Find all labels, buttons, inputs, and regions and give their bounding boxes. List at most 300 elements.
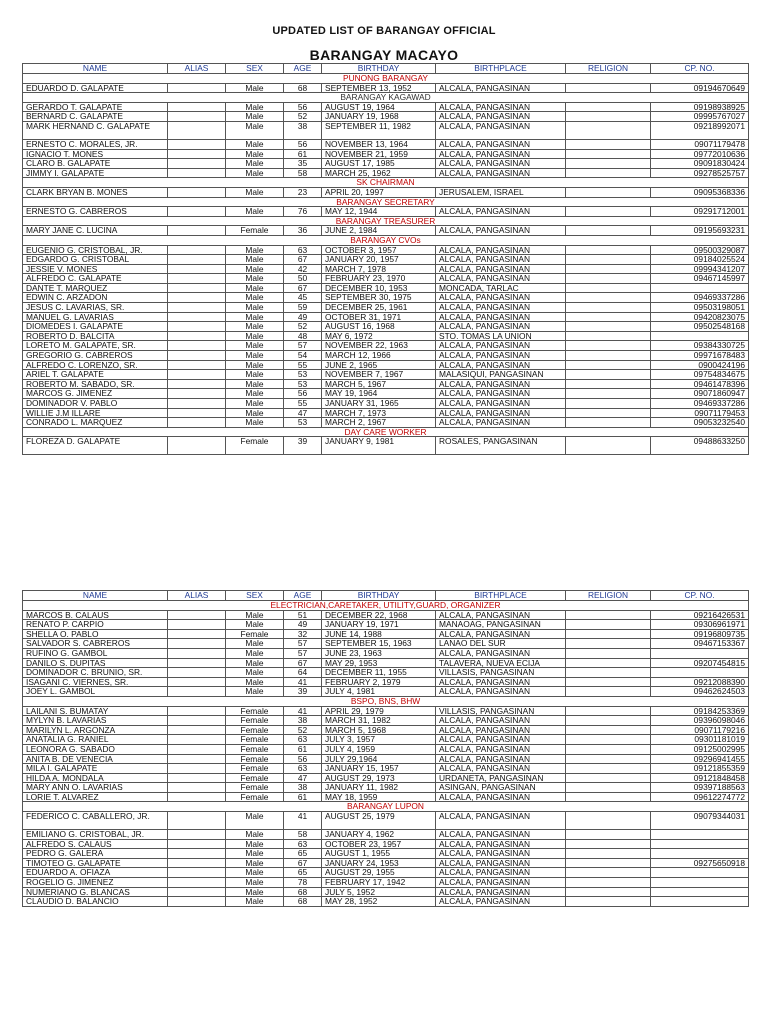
cp-number-cell: 09467153367 [651,639,749,649]
section-row [23,802,749,812]
birthplace-cell: ALCALA, PANGASINAN [436,648,566,658]
age-cell: 38 [284,121,322,139]
religion-cell [566,102,651,112]
birthplace-cell: VILLASIS, PANGASINAN [436,706,566,716]
birthday-cell: MAY 19, 1964 [322,389,436,399]
table-row [23,668,749,678]
table-row [23,706,749,716]
cp-number-cell: 09125002995 [651,744,749,754]
sex-cell: Male [226,293,284,303]
official-name: RUFINO G. GAMBOL [23,648,168,658]
birthplace-cell: ALCALA, PANGASINAN [436,149,566,159]
section-label: BARANGAY TREASURER [23,216,749,226]
table-row [23,878,749,888]
birthplace-cell: STO. TOMAS LA UNION [436,331,566,341]
age-cell: 50 [284,274,322,284]
age-cell: 58 [284,168,322,178]
sex-cell: Female [226,629,284,639]
sex-cell: Male [226,687,284,697]
birthday-cell: MAY 29, 1953 [322,658,436,668]
birthday-cell: MARCH 25, 1962 [322,168,436,178]
alias-cell [168,303,226,313]
birthplace-cell: ALCALA, PANGASINAN [436,610,566,620]
table-row [23,849,749,859]
sex-cell: Male [226,360,284,370]
birthplace-cell: ALCALA, PANGASINAN [436,716,566,726]
religion-cell [566,360,651,370]
religion-cell [566,149,651,159]
table-row [23,783,749,793]
birthplace-cell: ALCALA, PANGASINAN [436,735,566,745]
birthday-cell: AUGUST 29, 1973 [322,773,436,783]
sex-cell: Male [226,887,284,897]
birthplace-cell: ALCALA, PANGASINAN [436,341,566,351]
cp-number-cell: 09071179478 [651,139,749,149]
official-name: CONRADO L. MARQUEZ [23,418,168,428]
official-name: MARILYN L. ARGONZA [23,725,168,735]
officials-table [22,63,749,455]
section-row [23,216,749,226]
religion-cell [566,648,651,658]
cp-number-cell: 09207454815 [651,658,749,668]
cp-number-cell: 09053232540 [651,418,749,428]
alias-cell [168,83,226,93]
cp-number-cell: 09612274772 [651,792,749,802]
alias-cell [168,149,226,159]
birthday-cell: JULY 3, 1957 [322,735,436,745]
table-row [23,149,749,159]
birthday-cell: DECEMBER 22, 1968 [322,610,436,620]
alias-cell [168,255,226,265]
age-cell: 53 [284,379,322,389]
table-row [23,226,749,236]
alias-cell [168,274,226,284]
column-header: BIRTHDAY [322,64,436,74]
cp-number-cell: 09091830424 [651,159,749,169]
age-cell: 58 [284,830,322,840]
alias-cell [168,331,226,341]
birthplace-cell: ALCALA, PANGASINAN [436,168,566,178]
cp-number-cell: 09121848458 [651,773,749,783]
religion-cell [566,303,651,313]
alias-cell [168,812,226,830]
official-name: DANTE T. MARQUEZ [23,283,168,293]
alias-cell [168,322,226,332]
table-row [23,312,749,322]
table-row [23,255,749,265]
age-cell: 67 [284,283,322,293]
birthplace-cell: ALCALA, PANGASINAN [436,725,566,735]
religion-cell [566,168,651,178]
birthplace-cell: ALCALA, PANGASINAN [436,226,566,236]
alias-cell [168,610,226,620]
birthplace-cell: ALCALA, PANGASINAN [436,139,566,149]
cp-number-cell: 09195693231 [651,226,749,236]
column-header: BIRTHPLACE [436,591,566,601]
table-row [23,897,749,907]
age-cell: 76 [284,207,322,217]
age-cell: 53 [284,370,322,380]
table-row [23,331,749,341]
section-label: SK CHAIRMAN [23,178,749,188]
cp-number-cell [651,283,749,293]
cp-number-cell: 09500329087 [651,245,749,255]
official-name: JIMMY I. GALAPATE [23,168,168,178]
alias-cell [168,245,226,255]
age-cell: 52 [284,112,322,122]
age-cell: 49 [284,620,322,630]
alias-cell [168,868,226,878]
table-row [23,399,749,409]
birthday-cell: APRIL 29, 1979 [322,706,436,716]
section-label: PUNONG BARANGAY [23,74,749,84]
alias-cell [168,677,226,687]
sex-cell: Male [226,168,284,178]
barangay-name: BARANGAY MACAYO [309,47,459,63]
alias-cell [168,897,226,907]
table-row [23,764,749,774]
cp-number-cell: 09301181019 [651,735,749,745]
birthplace-cell: ALCALA, PANGASINAN [436,312,566,322]
birthday-cell: JUNE 23, 1963 [322,648,436,658]
sex-cell: Male [226,322,284,332]
table-row [23,83,749,93]
religion-cell [566,331,651,341]
age-cell: 65 [284,849,322,859]
religion-cell [566,687,651,697]
cp-number-cell: 09995767027 [651,112,749,122]
official-name: MARY ANN O. LAVARIAS [23,783,168,793]
table-row [23,389,749,399]
table-row [23,639,749,649]
official-name: MARCOS B. CALAUS [23,610,168,620]
section-label: BSPO, BNS, BHW [23,696,749,706]
alias-cell [168,293,226,303]
birthplace-cell: ALCALA, PANGASINAN [436,677,566,687]
alias-cell [168,408,226,418]
alias-cell [168,773,226,783]
column-header-row [23,591,749,601]
cp-number-cell: 09384330725 [651,341,749,351]
column-header: CP. NO. [651,64,749,74]
official-name: ALFREDO C. GALAPATE [23,274,168,284]
official-name: RENATO P. CARPIO [23,620,168,630]
age-cell: 53 [284,418,322,428]
cp-number-cell: 09278525757 [651,168,749,178]
official-name: GREGORIO G. CABREROS [23,351,168,361]
birthplace-cell: ALCALA, PANGASINAN [436,293,566,303]
table-row [23,121,749,139]
birthday-cell: JANUARY 20, 1957 [322,255,436,265]
cp-number-cell: 09196809735 [651,629,749,639]
religion-cell [566,658,651,668]
religion-cell [566,878,651,888]
sex-cell: Male [226,389,284,399]
table-row [23,168,749,178]
age-cell: 32 [284,629,322,639]
religion-cell [566,839,651,849]
age-cell: 68 [284,887,322,897]
religion-cell [566,887,651,897]
birthday-cell: JUNE 2, 1984 [322,226,436,236]
birthplace-cell: ALCALA, PANGASINAN [436,408,566,418]
column-header: SEX [226,64,284,74]
birthplace-cell: LANAO DEL SUR [436,639,566,649]
table-row [23,716,749,726]
column-header: BIRTHDAY [322,591,436,601]
official-name: HILDA A. MONDALA [23,773,168,783]
alias-cell [168,878,226,888]
birthday-cell: AUGUST 16, 1968 [322,322,436,332]
birthday-cell: JANUARY 19, 1971 [322,620,436,630]
religion-cell [566,677,651,687]
column-header: CP. NO. [651,591,749,601]
alias-cell [168,139,226,149]
section-label: BARANGAY CVOs [23,235,749,245]
birthplace-cell: ALCALA, PANGASINAN [436,83,566,93]
age-cell: 64 [284,668,322,678]
birthday-cell: JANUARY 4, 1962 [322,830,436,840]
cp-number-cell: 09397188563 [651,783,749,793]
age-cell: 57 [284,341,322,351]
cp-number-cell [651,648,749,658]
birthplace-cell: ALCALA, PANGASINAN [436,858,566,868]
sex-cell: Male [226,858,284,868]
section-label: ELECTRICIAN,CARETAKER, UTILITY,GUARD, ORGANIZER [23,601,749,611]
alias-cell [168,264,226,274]
section-label: DAY CARE WORKER [23,427,749,437]
alias-cell [168,754,226,764]
birthplace-cell: ALCALA, PANGASINAN [436,868,566,878]
birthplace-cell: ALCALA, PANGASINAN [436,379,566,389]
religion-cell [566,639,651,649]
religion-cell [566,408,651,418]
religion-cell [566,293,651,303]
alias-cell [168,783,226,793]
alias-cell [168,379,226,389]
sex-cell: Male [226,159,284,169]
birthplace-cell: ALCALA, PANGASINAN [436,351,566,361]
table-row [23,830,749,840]
religion-cell [566,716,651,726]
birthday-cell: JULY 4, 1959 [322,744,436,754]
section-row [23,235,749,245]
column-header: RELIGION [566,591,651,601]
religion-cell [566,379,651,389]
sex-cell: Female [226,437,284,455]
official-name: ERNESTO C. MORALES, JR. [23,139,168,149]
table-row [23,610,749,620]
official-name: ERNESTO G. CABREROS [23,207,168,217]
religion-cell [566,668,651,678]
religion-cell [566,783,651,793]
age-cell: 35 [284,159,322,169]
sex-cell: Male [226,331,284,341]
birthday-cell: FEBRUARY 17, 1942 [322,878,436,888]
birthplace-cell: ALCALA, PANGASINAN [436,830,566,840]
official-name: EUGENIO G. CRISTOBAL, JR. [23,245,168,255]
birthday-cell: AUGUST 19, 1964 [322,102,436,112]
cp-number-cell: 09218992071 [651,121,749,139]
table-row [23,735,749,745]
birthday-cell: SEPTEMBER 30, 1975 [322,293,436,303]
cp-number-cell: 09306961971 [651,620,749,630]
birthday-cell: MARCH 7, 1978 [322,264,436,274]
sex-cell: Female [226,792,284,802]
religion-cell [566,764,651,774]
table-row [23,658,749,668]
cp-number-cell: 09420823075 [651,312,749,322]
cp-number-cell [651,849,749,859]
alias-cell [168,706,226,716]
sex-cell: Male [226,658,284,668]
birthplace-cell: ALCALA, PANGASINAN [436,255,566,265]
column-header: ALIAS [168,591,226,601]
table-row [23,744,749,754]
age-cell: 67 [284,658,322,668]
table-row [23,812,749,830]
table-row [23,725,749,735]
sex-cell: Male [226,149,284,159]
table-row [23,687,749,697]
table-row [23,754,749,764]
cp-number-cell: 09071179453 [651,408,749,418]
religion-cell [566,754,651,764]
religion-cell [566,610,651,620]
cp-number-cell: 09462624503 [651,687,749,697]
birthplace-cell: ALCALA, PANGASINAN [436,159,566,169]
birthday-cell: JULY 29,1964 [322,754,436,764]
sex-cell: Female [226,716,284,726]
alias-cell [168,620,226,630]
birthday-cell: JUNE 14, 1988 [322,629,436,639]
age-cell: 63 [284,764,322,774]
cp-number-cell [651,868,749,878]
table-row [23,648,749,658]
birthday-cell: AUGUST 25, 1979 [322,812,436,830]
sex-cell: Male [226,668,284,678]
age-cell: 63 [284,245,322,255]
birthplace-cell: ALCALA, PANGASINAN [436,264,566,274]
birthday-cell: OCTOBER 23, 1957 [322,839,436,849]
official-name: ANATALIA G. RANIEL [23,735,168,745]
cp-number-cell: 09184025524 [651,255,749,265]
alias-cell [168,687,226,697]
birthplace-cell: ALCALA, PANGASINAN [436,102,566,112]
sex-cell: Female [226,226,284,236]
age-cell: 41 [284,706,322,716]
sex-cell: Female [226,754,284,764]
official-name: LORIE T. ALVAREZ [23,792,168,802]
sex-cell: Male [226,245,284,255]
birthday-cell: DECEMBER 11, 1955 [322,668,436,678]
sex-cell: Male [226,379,284,389]
cp-number-cell: 09212088390 [651,677,749,687]
sex-cell: Male [226,418,284,428]
religion-cell [566,830,651,840]
cp-number-cell: 09121855359 [651,764,749,774]
religion-cell [566,264,651,274]
sex-cell: Male [226,897,284,907]
sex-cell: Male [226,399,284,409]
age-cell: 39 [284,687,322,697]
religion-cell [566,792,651,802]
official-name: EMILIANO G. CRISTOBAL, JR. [23,830,168,840]
birthplace-cell: ALCALA, PANGASINAN [436,812,566,830]
alias-cell [168,187,226,197]
sex-cell: Male [226,370,284,380]
age-cell: 61 [284,744,322,754]
cp-number-cell: 09184253369 [651,706,749,716]
birthplace-cell: ROSALES, PANGASINAN [436,437,566,455]
official-name: JESSIE V. MONES [23,264,168,274]
birthday-cell: FEBRUARY 23, 1970 [322,274,436,284]
sex-cell: Male [226,139,284,149]
birthplace-cell: ALCALA, PANGASINAN [436,418,566,428]
column-header: SEX [226,591,284,601]
birthday-cell: MAY 12, 1944 [322,207,436,217]
table-row [23,887,749,897]
cp-number-cell [651,668,749,678]
birthday-cell: FEBRUARY 2, 1979 [322,677,436,687]
sex-cell: Male [226,312,284,322]
alias-cell [168,668,226,678]
birthplace-cell: ALCALA, PANGASINAN [436,629,566,639]
birthday-cell: MAY 28, 1952 [322,897,436,907]
official-name: MARY JANE C. LUCINA [23,226,168,236]
age-cell: 47 [284,408,322,418]
alias-cell [168,312,226,322]
cp-number-cell: 09971678483 [651,351,749,361]
official-name: MILA I. GALAPATE [23,764,168,774]
official-name: JOEY L. GAMBOL [23,687,168,697]
birthplace-cell: ALCALA, PANGASINAN [436,878,566,888]
alias-cell [168,360,226,370]
table-row [23,303,749,313]
age-cell: 68 [284,83,322,93]
sex-cell: Female [226,764,284,774]
alias-cell [168,629,226,639]
sex-cell: Female [226,744,284,754]
alias-cell [168,648,226,658]
birthplace-cell: VILLASIS, PANGASINAN [436,668,566,678]
column-header-row [23,64,749,74]
sex-cell: Male [226,112,284,122]
column-header: NAME [23,591,168,601]
sex-cell: Male [226,610,284,620]
cp-number-cell [651,830,749,840]
sex-cell: Male [226,274,284,284]
table-row [23,112,749,122]
age-cell: 56 [284,389,322,399]
section-row [23,197,749,207]
alias-cell [168,830,226,840]
cp-number-cell: 09396098046 [651,716,749,726]
official-name: SHELLA O. PABLO [23,629,168,639]
religion-cell [566,283,651,293]
birthday-cell: AUGUST 17, 1985 [322,159,436,169]
age-cell: 38 [284,783,322,793]
section-label: BARANGAY LUPON [23,802,749,812]
alias-cell [168,341,226,351]
alias-cell [168,112,226,122]
cp-number-cell [651,839,749,849]
age-cell: 52 [284,322,322,332]
birthday-cell: MARCH 5, 1967 [322,379,436,389]
religion-cell [566,341,651,351]
age-cell: 78 [284,878,322,888]
section-row [23,93,749,103]
